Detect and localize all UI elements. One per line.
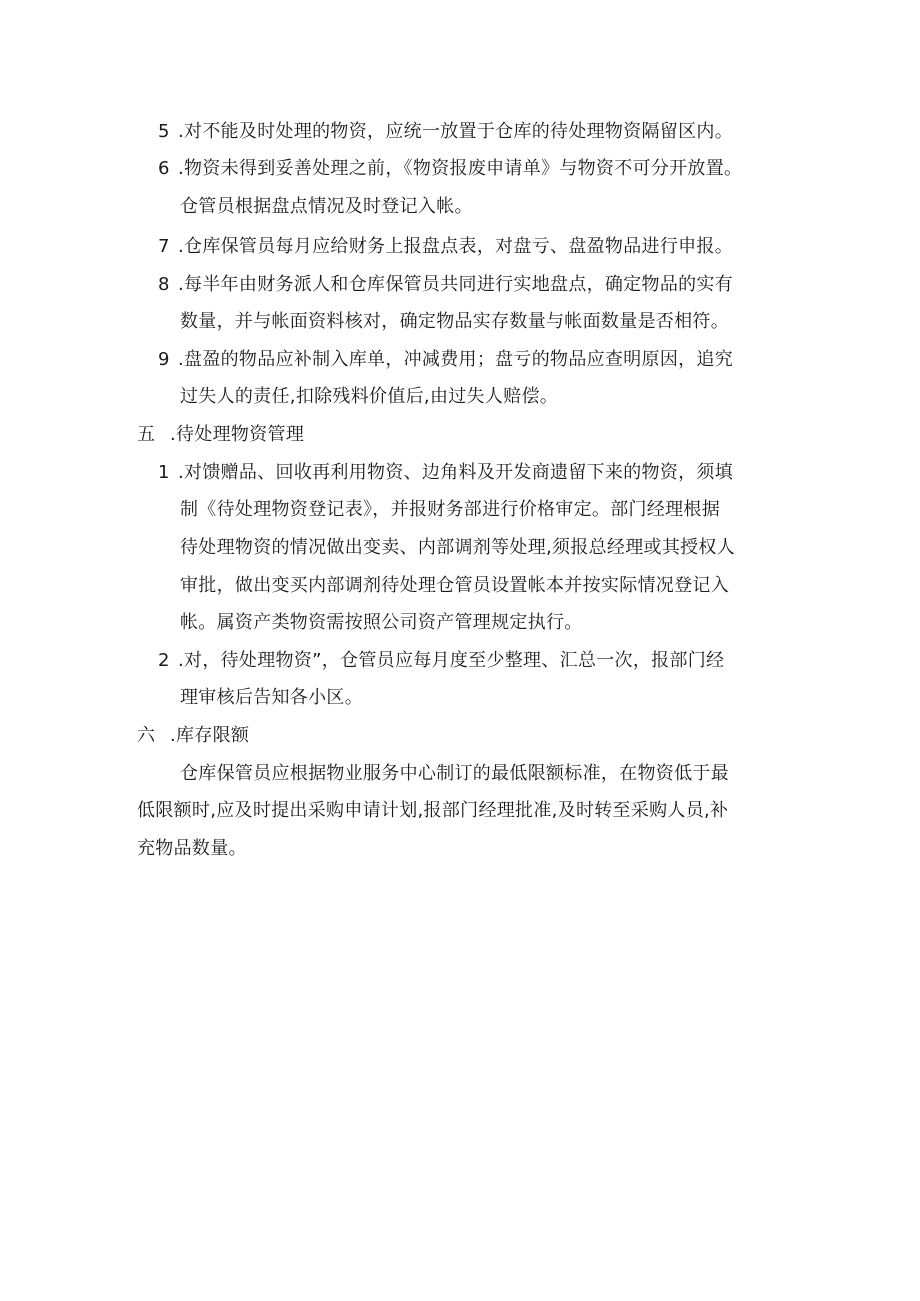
section-5-title: .待处理物资管理 bbox=[170, 424, 305, 445]
item-7-number: 7 bbox=[158, 236, 170, 257]
item-8-number: 8 bbox=[158, 274, 170, 295]
section-5-item-1-line-3: 待处理物资的情况做出变卖、内部调剂等处理,须报总经理或其授权人 bbox=[180, 537, 736, 558]
section-6-paragraph-line-2: 低限额时,应及时提出采购申请计划,报部门经理批准,及时转至采购人员,补 bbox=[137, 800, 729, 821]
section-6-number: 六 bbox=[137, 725, 156, 746]
section-5-number: 五 bbox=[137, 424, 156, 445]
item-6-line-2: 仓管员根据盘点情况及时登记入帐。 bbox=[180, 196, 473, 217]
section-5-item-1-line-4: 审批，做出变买内部调剂待处理仓管员设置帐本并按实际情况登记入 bbox=[180, 575, 729, 596]
item-6-line-1: .物资未得到妥善处理之前，《物资报废申请单》与物资不可分开放置。 bbox=[178, 158, 743, 179]
section-5-item-2-line-2: 理审核后告知各小区。 bbox=[180, 687, 363, 708]
item-9-number: 9 bbox=[158, 349, 170, 370]
item-8-line-1: .每半年由财务派人和仓库保管员共同进行实地盘点，确定物品的实有 bbox=[178, 274, 734, 295]
item-5-line-1: .对不能及时处理的物资，应统一放置于仓库的待处理物资隔留区内。 bbox=[178, 121, 734, 142]
section-6-paragraph-line-1: 仓库保管员应根据物业服务中心制订的最低限额标准，在物资低于最 bbox=[180, 763, 729, 784]
section-6-title: .库存限额 bbox=[170, 725, 250, 746]
item-7-line-1: .仓库保管员每月应给财务上报盘点表，对盘亏、盘盈物品进行申报。 bbox=[178, 236, 734, 257]
section-5-item-1-number: 1 bbox=[158, 462, 170, 483]
item-8-line-2: 数量，并与帐面资料核对，确定物品实存数量与帐面数量是否相符。 bbox=[180, 311, 729, 332]
section-5-item-2-line-1: .对，待处理物资”，仓管员应每月度至少整理、汇总一次，报部门经 bbox=[178, 650, 725, 671]
section-5-item-1-line-5: 帐。属资产类物资需按照公司资产管理规定执行。 bbox=[180, 612, 583, 633]
item-5-number: 5 bbox=[158, 121, 170, 142]
section-6-paragraph-line-3: 充物品数量。 bbox=[137, 838, 247, 859]
item-6-number: 6 bbox=[158, 158, 170, 179]
item-9-line-1: .盘盈的物品应补制入库单，冲减费用；盘亏的物品应查明原因，追究 bbox=[178, 349, 734, 370]
section-5-item-1-line-1: .对馈赠品、回收再利用物资、边角料及开发商遗留下来的物资，须填 bbox=[178, 462, 734, 483]
section-5-item-1-line-2: 制《待处理物资登记表》，并报财务部进行价格审定。部门经理根据 bbox=[180, 499, 720, 520]
item-9-line-2: 过失人的责任,扣除残料价值后,由过失人赔偿。 bbox=[180, 386, 559, 407]
section-5-item-2-number: 2 bbox=[158, 650, 170, 671]
